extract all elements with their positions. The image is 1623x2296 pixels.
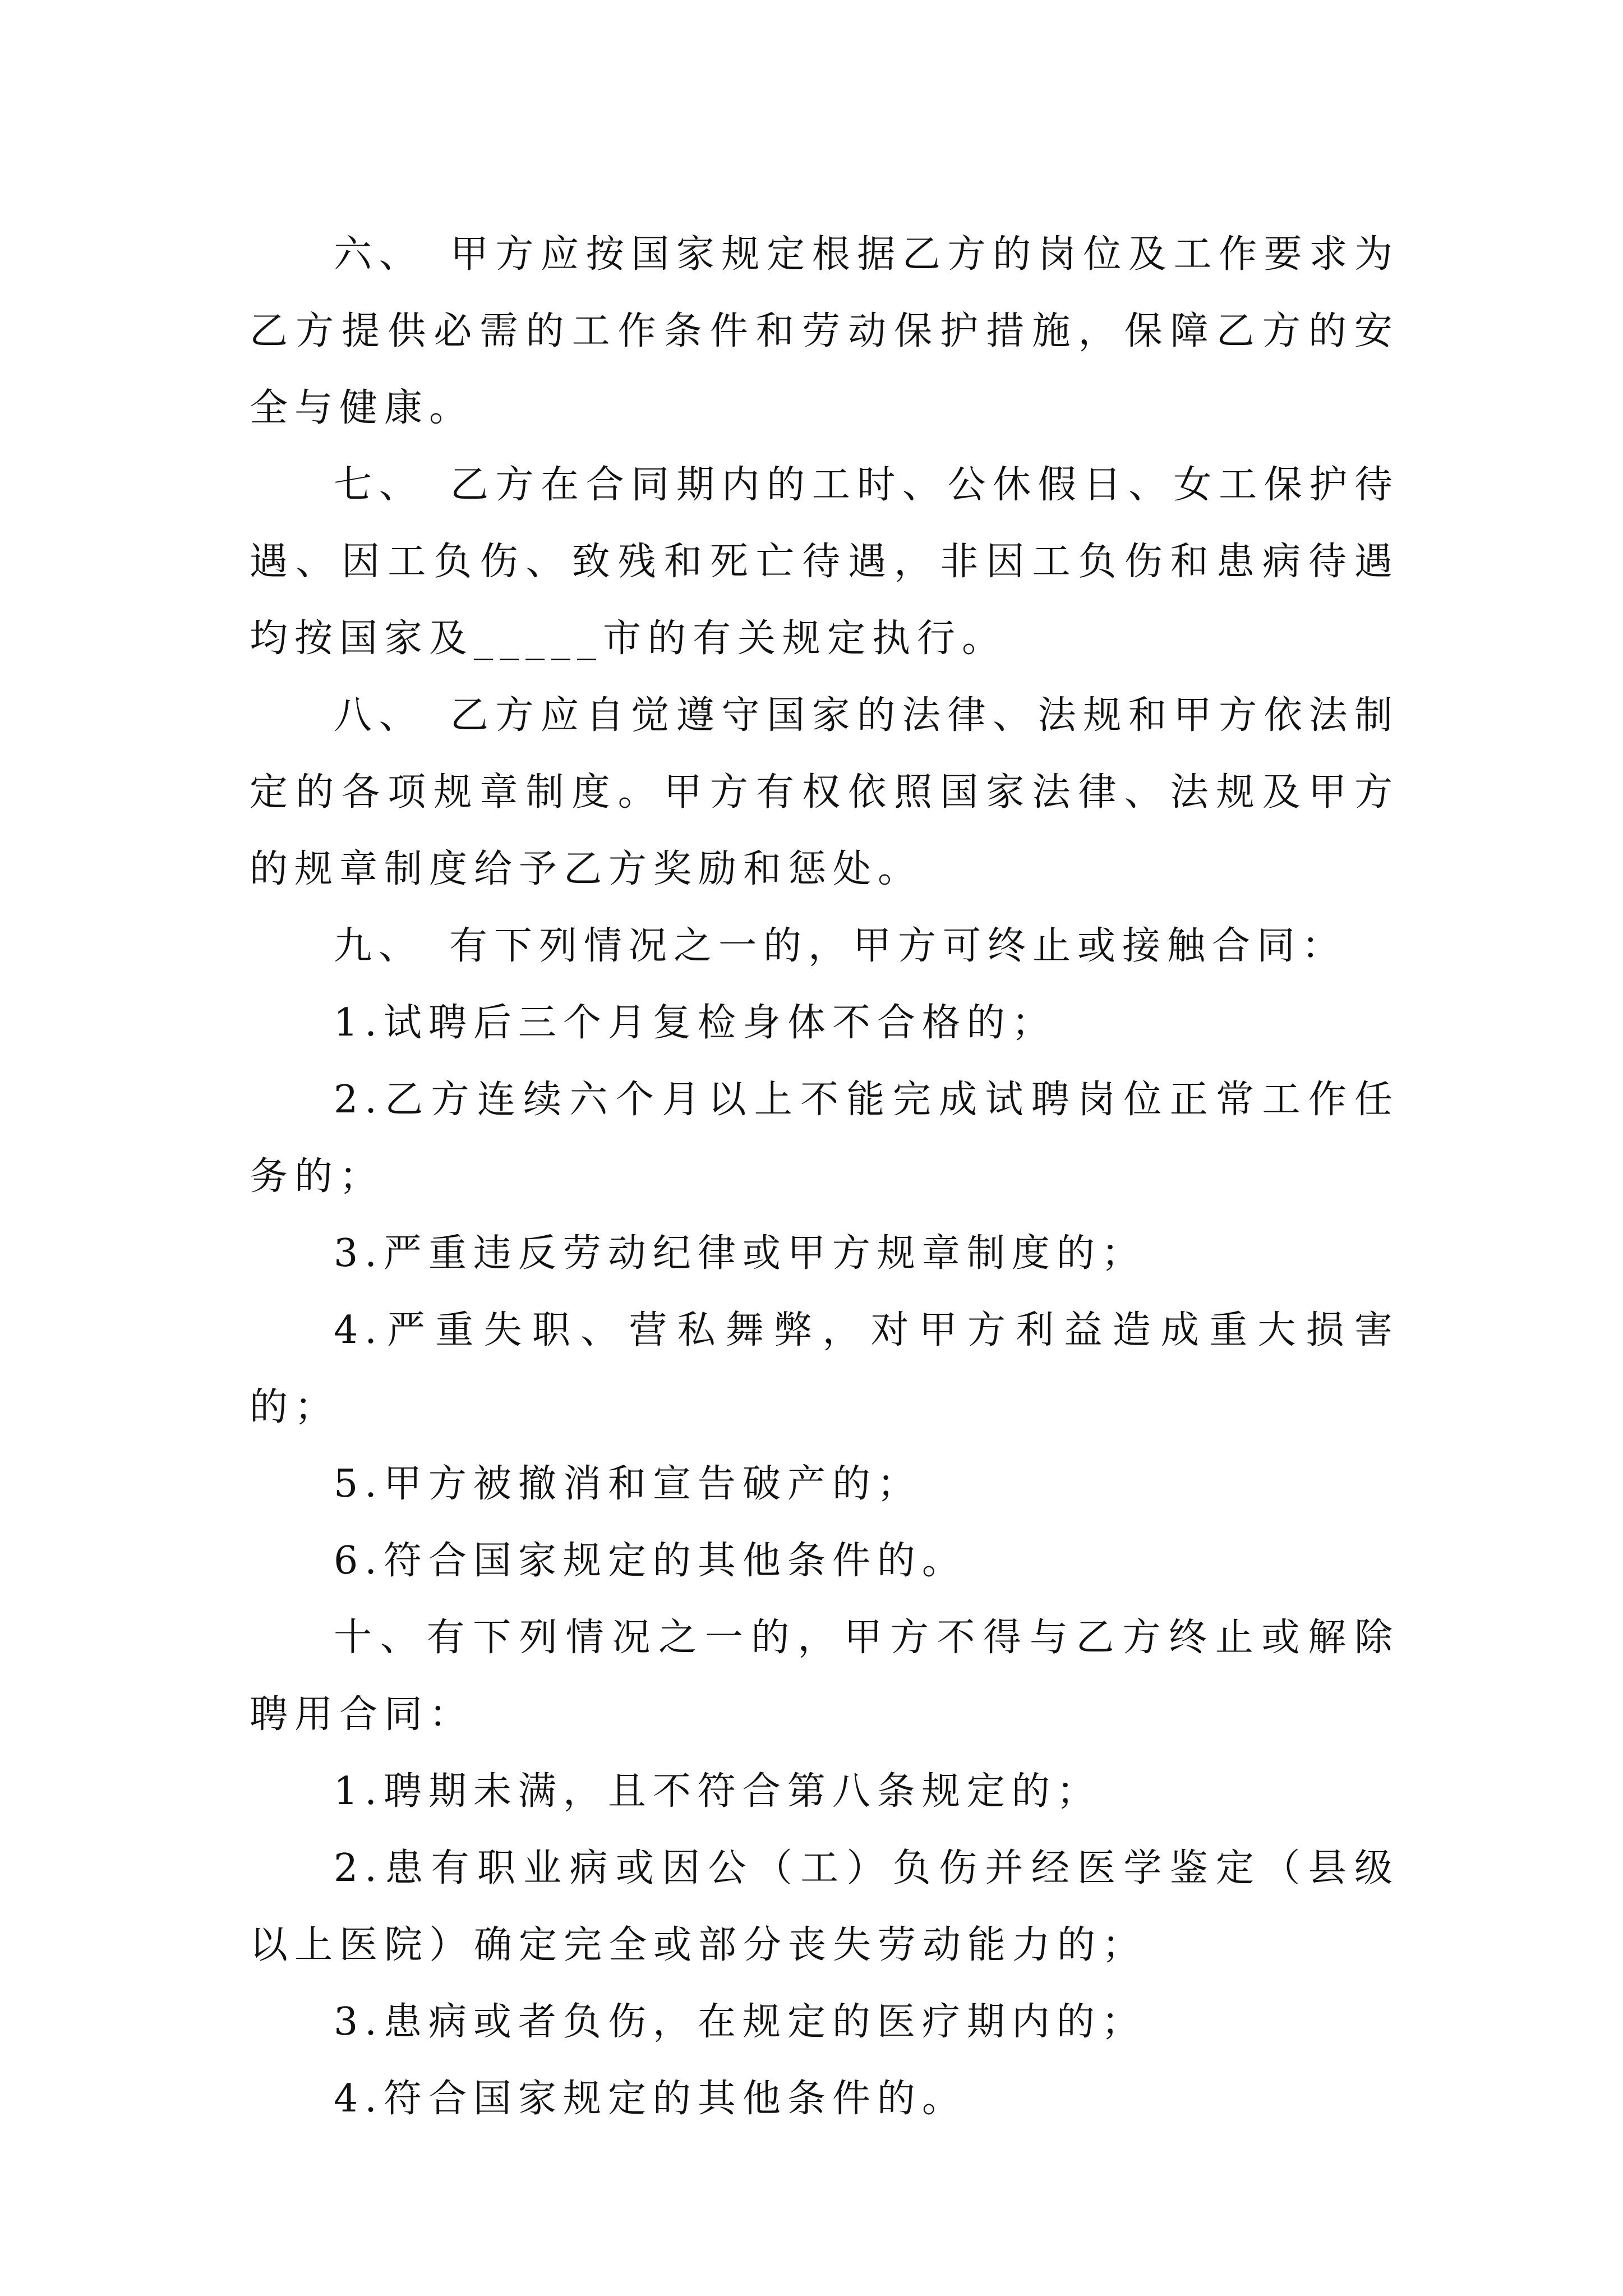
clause-6: 六、 甲方应按国家规定根据乙方的岗位及工作要求为乙方提供必需的工作条件和劳动保护措施，保障乙方的安全与健康。: [250, 232, 1399, 430]
clause-9-item-1: 1.试聘后三个月复检身体不合格的；: [334, 1001, 1057, 1045]
clause-7: 七、 乙方在合同期内的工时、公休假日、女工保护待遇、因工负伤、致残和死亡待遇，非因工负伤和患病待遇均按国家及_____市的有关规定执行。: [250, 463, 1399, 661]
clause-10-item-3: 3.患病或者负伤，在规定的医疗期内的；: [334, 2000, 1146, 2044]
clause-9-item-3: 3.严重违反劳动纪律或甲方规章制度的；: [334, 1231, 1146, 1276]
clause-9-item-6: 6.符合国家规定的其他条件的。: [334, 1539, 967, 1583]
clause-10: 十、有下列情况之一的，甲方不得与乙方终止或解除聘用合同：: [250, 1616, 1399, 1737]
document-body: [250, 216, 1399, 2137]
clause-9-item-5: 5.甲方被撤消和宣告破产的；: [334, 1462, 922, 1506]
clause-10-item-2: 2.患有职业病或因公（工）负伤并经医学鉴定（县级以上医院）确定完全或部分丧失劳动能力的；: [250, 1846, 1399, 1967]
clause-10-item-4: 4.符合国家规定的其他条件的。: [334, 2077, 967, 2121]
clause-9-item-2: 2.乙方连续六个月以上不能完成试聘岗位正常工作任务的；: [250, 1078, 1399, 1199]
clause-9: 九、 有下列情况之一的，甲方可终止或接触合同：: [334, 924, 1347, 968]
clause-10-item-1: 1.聘期未满，且不符合第八条规定的；: [334, 1769, 1101, 1814]
clause-8: 八、 乙方应自觉遵守国家的法律、法规和甲方依法制定的各项规章制度。甲方有权依照国家法律、法规及甲方的规章制度给予乙方奖励和惩处。: [250, 693, 1399, 891]
clause-9-item-4: 4.严重失职、营私舞弊，对甲方利益造成重大损害的；: [250, 1308, 1399, 1429]
